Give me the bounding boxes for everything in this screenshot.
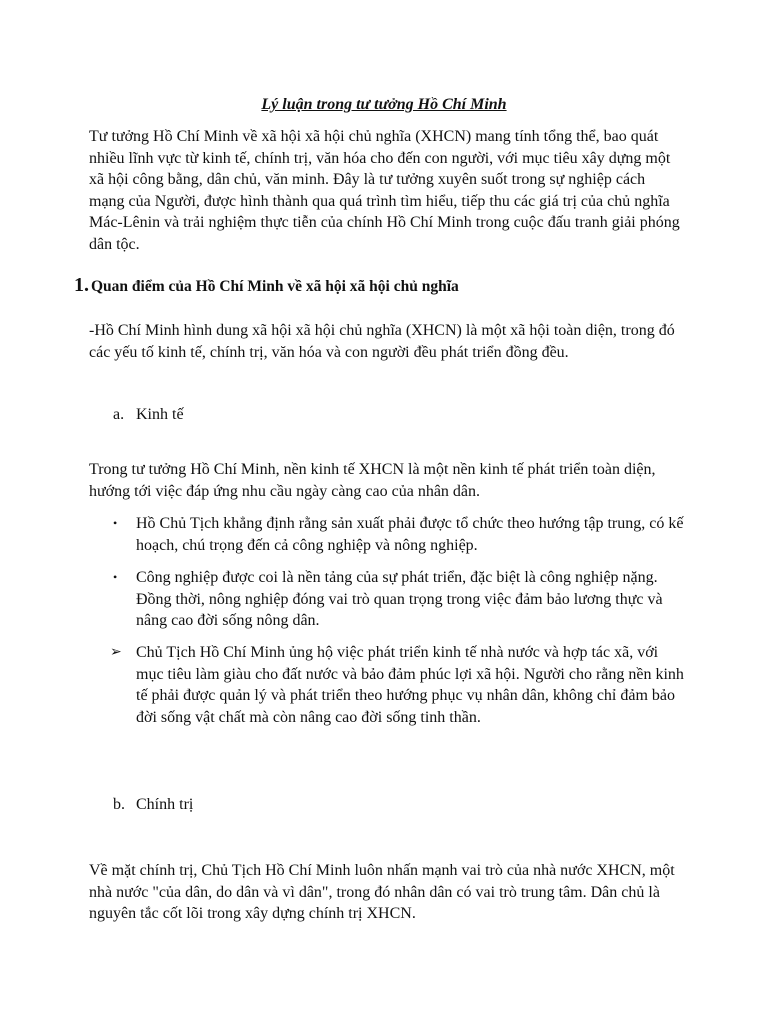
document-title: Lý luận trong tư tưởng Hồ Chí Minh (261, 96, 507, 113)
bullet-dot-icon: • (113, 570, 118, 584)
subsection-a (113, 404, 184, 426)
section-1-heading (74, 272, 694, 300)
subsection-b-label: Chính trị (136, 796, 194, 813)
list-item-text: Công nghiệp được coi là nền tảng của sự phát triển, đặc biệt là công nghiệp nặng. Đồng thời, nông nghiệp đóng vai trò quan trọng trong việc đảm bảo lương thực và nâng cao đời sống nông dân. (136, 569, 663, 630)
arrow-bullet-icon: ➢ (110, 645, 122, 660)
subsection-b-marker: b. (113, 796, 125, 813)
politics-paragraph: Về mặt chính trị, Chủ Tịch Hồ Chí Minh luôn nhấn mạnh vai trò của nhà nước XHCN, một nhà nước "của dân, do dân và vì dân", trong đó nhân dân có vai trò trung tâm. Dân chủ là nguyên tắc cốt lõi trong xây dựng chính trị XHCN. (89, 862, 675, 923)
subsection-a-label: Kinh tế (136, 406, 184, 423)
economy-paragraph: Trong tư tưởng Hồ Chí Minh, nền kinh tế XHCN là một nền kinh tế phát triển toàn diện, hướng tới việc đáp ứng nhu cầu ngày càng cao của nhân dân. (89, 461, 656, 500)
section-1-title: Quan điểm của Hồ Chí Minh về xã hội xã hội chủ nghĩa (91, 278, 459, 295)
list-item-text: Hồ Chủ Tịch khẳng định rằng sản xuất phải được tổ chức theo hướng tập trung, có kế hoạch, chú trọng đến cả công nghiệp và nông nghiệp. (136, 515, 684, 554)
subsection-b (113, 794, 193, 816)
bullet-dot-icon: • (113, 516, 118, 530)
list-item (110, 642, 685, 728)
list-item (110, 513, 685, 556)
section-1-overview: -Hồ Chí Minh hình dung xã hội xã hội chủ nghĩa (XHCN) là một xã hội toàn diện, trong đó các yếu tố kinh tế, chính trị, văn hóa và con người đều phát triển đồng đều. (89, 322, 675, 361)
list-item-text: Chủ Tịch Hồ Chí Minh ủng hộ việc phát triển kinh tế nhà nước và hợp tác xã, với mục tiêu làm giàu cho đất nước và bảo đảm phúc lợi xã hội. Người cho rằng nền kinh tế phải được quản lý và phát triển theo hướng phục vụ nhân dân, không chỉ đảm bảo đời sống vật chất mà còn nâng cao đời sống tinh thần. (136, 644, 684, 726)
list-item (110, 567, 685, 632)
subsection-a-marker: a. (113, 406, 125, 423)
section-1-number: 1. (74, 274, 89, 296)
intro-paragraph: Tư tưởng Hồ Chí Minh về xã hội xã hội chủ nghĩa (XHCN) mang tính tổng thể, bao quát nhiều lĩnh vực từ kinh tế, chính trị, văn hóa cho đến con người, với mục tiêu xây dựng một xã hội công bằng, dân chủ, văn minh. Đây là tư tưởng xuyên suốt trong sự nghiệp cách mạng của Người, được hình thành qua quá trình tìm hiểu, tiếp thu các giá trị của chủ nghĩa Mác-Lênin và trải nghiệm thực tiễn của chính Hồ Chí Minh trong cuộc đấu tranh giải phóng dân tộc. (89, 128, 680, 253)
